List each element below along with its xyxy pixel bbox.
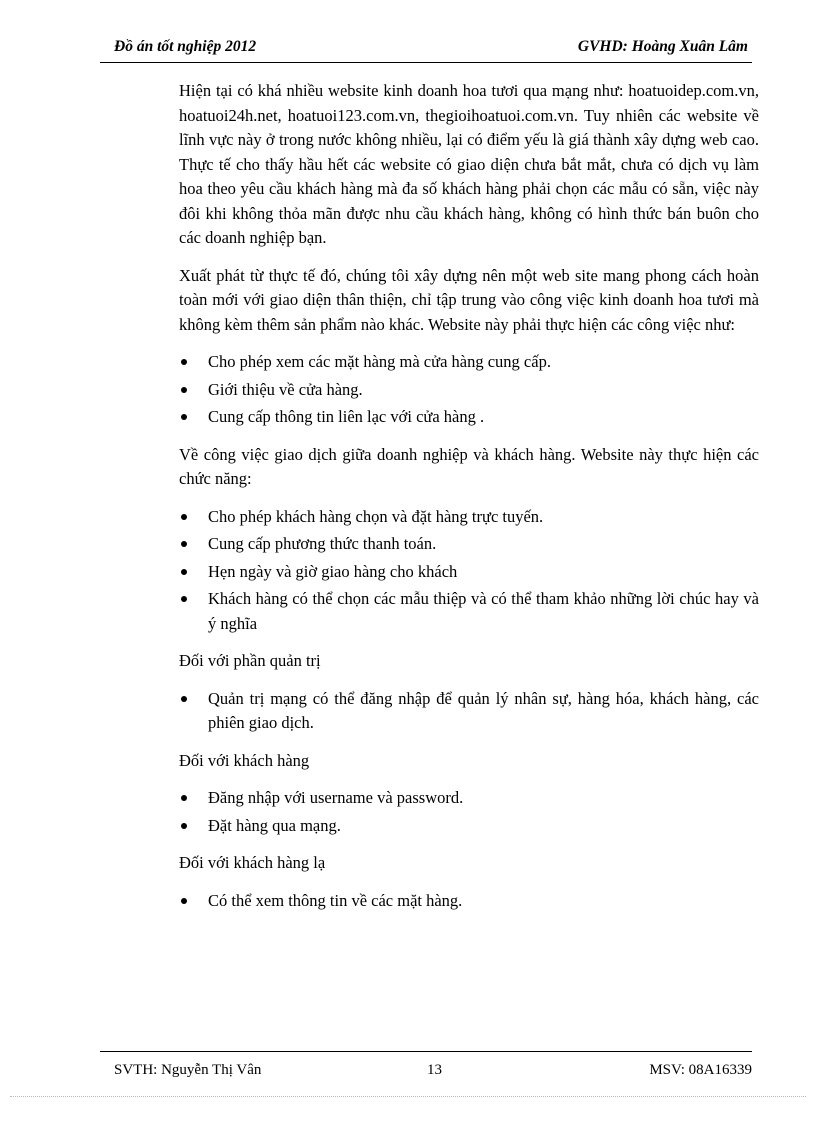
paragraph-intro: Hiện tại có khá nhiều website kinh doanh hoa tươi qua mạng như: hoatuoidep.com.vn, hoatuoi24h.net, hoatuoi123.com.vn, thegioihoatuoi.com.vn. Tuy nhiên các website về lĩnh vực này ở trong nước không nhiều, lại có điểm yếu là giá thành xây dựng web cao. Thực tế cho thấy hầu hết các website có giao diện chưa bắt mắt, chưa có dịch vụ làm hoa theo yêu cầu khách hàng mà đa số khách hàng phải chọn các mẫu có sẵn, việc này đôi khi không thỏa mãn được nhu cầu khách hàng, không có hình thức bán buôn cho các doanh nghiệp bạn. <box>179 81 759 247</box>
page-content <box>179 79 759 926</box>
list-item: Cho phép xem các mặt hàng mà cửa hàng cung cấp. <box>179 350 759 375</box>
footer-rule <box>100 1051 752 1052</box>
header-project-title: Đồ án tốt nghiệp 2012 <box>114 38 257 55</box>
page-header <box>100 38 752 60</box>
list-item: Cung cấp thông tin liên lạc với cửa hàng . <box>179 405 759 430</box>
page-footer <box>100 1062 752 1082</box>
transaction-list <box>179 505 759 637</box>
list-item: Quản trị mạng có thể đăng nhập để quản lý nhân sự, hàng hóa, khách hàng, các phiên giao dịch. <box>179 687 759 736</box>
footer-student: SVTH: Nguyễn Thị Vân <box>114 1062 262 1078</box>
list-item: Có thể xem thông tin về các mặt hàng. <box>179 889 759 914</box>
list-item: Cho phép khách hàng chọn và đặt hàng trực tuyến. <box>179 505 759 530</box>
guest-list <box>179 889 759 914</box>
list-item: Hẹn ngày và giờ giao hàng cho khách <box>179 560 759 585</box>
customer-list <box>179 786 759 838</box>
list-item: Giới thiệu về cửa hàng. <box>179 378 759 403</box>
paragraph-transactions: Về công việc giao dịch giữa doanh nghiệp và khách hàng. Website này thực hiện các chức năng: <box>179 444 759 488</box>
header-supervisor: GVHD: Hoàng Xuân Lâm <box>577 38 748 55</box>
footer-student-id: MSV: 08A16339 <box>649 1062 752 1078</box>
page-break-line <box>10 1096 806 1097</box>
header-rule <box>100 62 752 63</box>
feature-list <box>179 350 759 430</box>
heading-admin: Đối với phần quản trị <box>179 651 321 670</box>
admin-list <box>179 687 759 736</box>
list-item: Đăng nhập với username và password. <box>179 786 759 811</box>
list-item: Cung cấp phương thức thanh toán. <box>179 532 759 557</box>
page-number: 13 <box>427 1062 442 1078</box>
list-item: Khách hàng có thể chọn các mẫu thiệp và có thể tham khảo những lời chúc hay và ý nghĩa <box>179 587 759 636</box>
list-item: Đặt hàng qua mạng. <box>179 814 759 839</box>
paragraph-origin: Xuất phát từ thực tế đó, chúng tôi xây dựng nên một web site mang phong cách hoàn toàn mới với giao diện thân thiện, chỉ tập trung vào công việc kinh doanh hoa tươi mà không kèm thêm sản phẩm nào khác. Website này phải thực hiện các công việc như: <box>179 265 759 334</box>
heading-guest: Đối với khách hàng lạ <box>179 853 326 872</box>
heading-customer: Đối với khách hàng <box>179 750 310 770</box>
